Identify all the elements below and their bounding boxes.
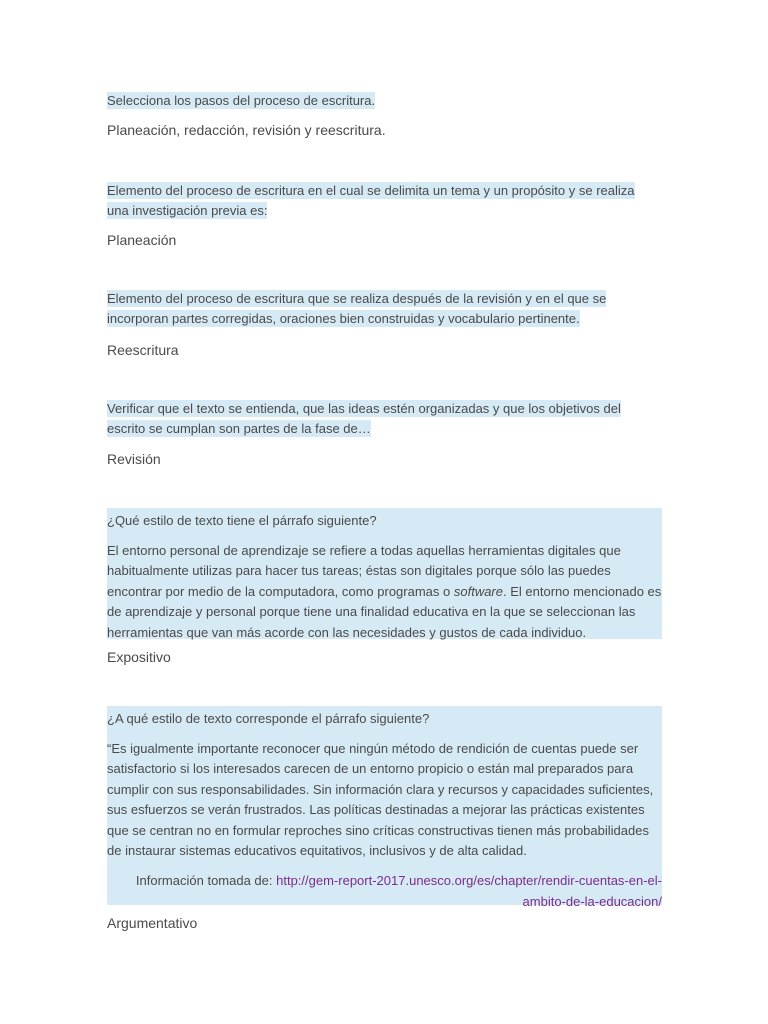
answer-1: Planeación, redacción, revisión y reescritura. xyxy=(107,122,386,138)
question-1-text: Selecciona los pasos del proceso de escritura. xyxy=(107,93,376,108)
question-3-text: Elemento del proceso de escritura que se realiza después de la revisión y en el que se incorporan partes corregidas, oraciones bien construidas y vocabulario pertinente. xyxy=(107,291,607,326)
paragraph-5-part-2: . El entorno mencionado es de aprendizaje y personal porque tiene una finalidad educativa en la que se seleccionan las herramientas que van más acorde con las necesidades y gustos de cada individuo. xyxy=(107,583,662,640)
question-6-paragraph: “Es igualmente importante reconocer que ningún método de rendición de cuentas puede ser satisfactorio si los interesados carecen de un entorno propicio o están mal preparados para cumplir con sus responsabilidades. Sin información clara y recursos y capacidades suficientes, sus esfuerzos se verán frustrados. Las políticas destinadas a mejorar las prácticas existentes que se centran no en formular reproches sino críticas constructivas tienen más probabilidades de instaurar sistemas educativos equitativos, inclusivos y de alta calidad. xyxy=(107,740,654,858)
source-link[interactable]: http://gem-report-2017.unesco.org/es/chapter/rendir-cuentas-en-el-ambito-de-la-educacion/ xyxy=(276,872,662,909)
answer-6: Argumentativo xyxy=(107,915,198,931)
question-4-text: Verificar que el texto se entienda, que las ideas estén organizadas y que los objetivos del escrito se cumplan son partes de la fase de… xyxy=(107,401,621,436)
paragraph-5-part-1: El entorno personal de aprendizaje se refiere a todas aquellas herramientas digitales que habitualmente utilizas para hacer tus tareas; éstas son digitales porque sólo las puedes encontrar por medio de la computadora, como programas o xyxy=(107,542,621,599)
question-2-text: Elemento del proceso de escritura en el cual se delimita un tema y un propósito y se realiza una investigación previa es: xyxy=(107,183,635,218)
question-5-block xyxy=(107,508,662,639)
question-1 xyxy=(107,91,662,111)
question-2 xyxy=(107,181,647,221)
question-5-paragraph xyxy=(107,541,662,644)
answer-2: Planeación xyxy=(107,232,177,248)
source-label: Información tomada de: xyxy=(135,872,277,888)
paragraph-5-italic: software xyxy=(453,583,503,599)
answer-3: Reescritura xyxy=(107,342,179,358)
answer-4: Revisión xyxy=(107,451,161,467)
question-3 xyxy=(107,289,607,329)
question-5-text: ¿Qué estilo de texto tiene el párrafo siguiente? xyxy=(107,513,377,528)
answer-5: Expositivo xyxy=(107,649,171,665)
question-6-text: ¿A qué estilo de texto corresponde el párrafo siguiente? xyxy=(107,711,430,726)
question-6-block xyxy=(107,706,662,909)
source-citation xyxy=(107,870,662,915)
question-4 xyxy=(107,399,637,439)
